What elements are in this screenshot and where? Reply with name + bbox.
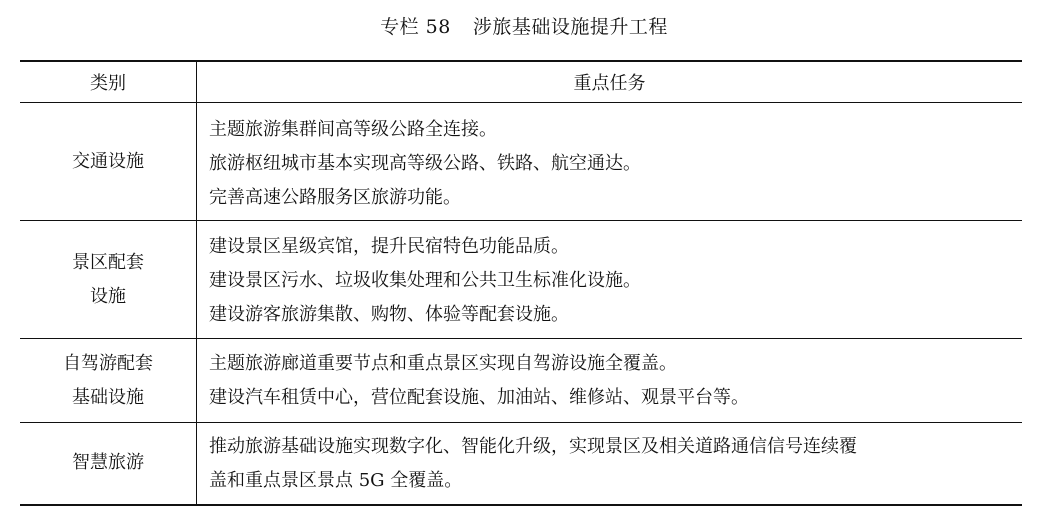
task-item: 建设景区星级宾馆，提升民宿特色功能品质。 — [209, 236, 569, 257]
tasks-cell — [197, 423, 1023, 505]
task-item: 推动旅游基础设施实现数字化、智能化升级，实现景区及相关道路通信信号连续覆 — [209, 436, 857, 457]
category-text: 基础设施 — [72, 386, 144, 408]
tasks-cell — [197, 103, 1023, 221]
category-text: 设施 — [90, 285, 126, 307]
task-item: 建设游客旅游集散、购物、体验等配套设施。 — [209, 304, 569, 325]
table-header-row — [20, 61, 1022, 103]
task-item: 旅游枢纽城市基本实现高等级公路、铁路、航空通达。 — [209, 153, 641, 174]
category-cell — [20, 339, 197, 423]
table-row — [20, 221, 1022, 339]
task-item: 主题旅游集群间高等级公路全连接。 — [209, 119, 497, 140]
category-text: 交通设施 — [72, 150, 144, 172]
column-number: 专栏 58 — [380, 16, 451, 38]
category-cell — [20, 423, 197, 505]
header-category: 类别 — [20, 61, 197, 103]
task-item: 主题旅游廊道重要节点和重点景区实现自驾游设施全覆盖。 — [209, 353, 677, 374]
task-item: 完善高速公路服务区旅游功能。 — [209, 187, 461, 208]
table-row — [20, 339, 1022, 423]
category-cell — [20, 103, 197, 221]
table-row — [20, 103, 1022, 221]
category-text: 智慧旅游 — [72, 452, 144, 474]
column-title: 涉旅基础设施提升工程 — [472, 16, 668, 38]
page-title — [0, 12, 1048, 42]
tasks-cell — [197, 221, 1023, 339]
category-cell — [20, 221, 197, 339]
task-item: 建设汽车租赁中心，营位配套设施、加油站、维修站、观景平台等。 — [209, 387, 749, 408]
category-text: 景区配套 — [72, 251, 144, 273]
header-tasks: 重点任务 — [197, 61, 1023, 103]
task-item: 盖和重点景区景点 5G 全覆盖。 — [209, 470, 463, 491]
tasks-cell — [197, 339, 1023, 423]
task-item: 建设景区污水、垃圾收集处理和公共卫生标准化设施。 — [209, 270, 641, 291]
infrastructure-table — [20, 60, 1022, 506]
category-text: 自驾游配套 — [63, 352, 153, 374]
table-row — [20, 423, 1022, 505]
